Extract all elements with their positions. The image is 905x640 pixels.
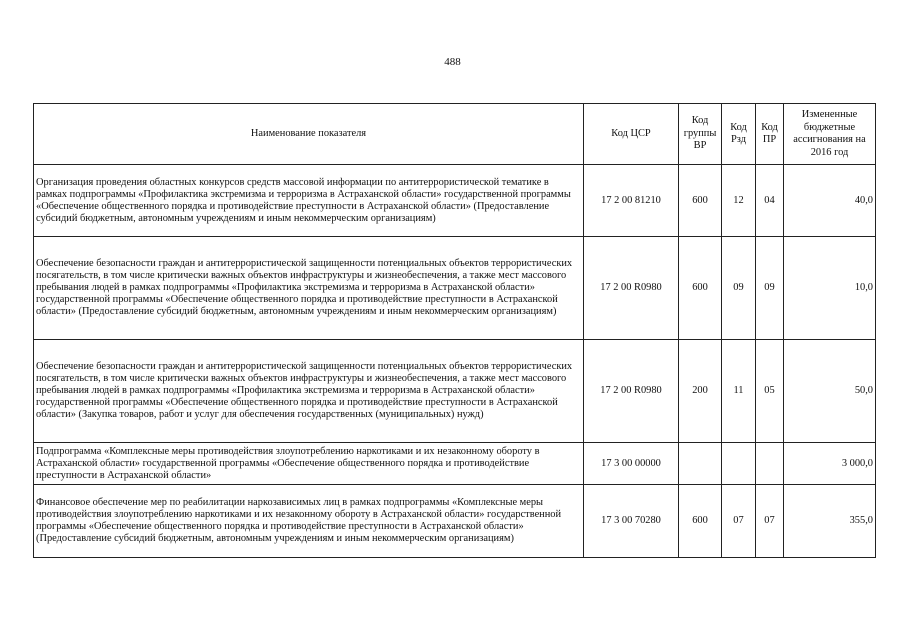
table-row [34, 237, 876, 340]
row-amount: 10,0 [784, 237, 876, 340]
table-row [34, 340, 876, 443]
row-pr: 07 [756, 485, 784, 558]
row-csr: 17 2 00 R0980 [584, 237, 679, 340]
row-name: Финансовое обеспечение мер по реабилитации наркозависимых лиц в рамках подпрограммы «Комплексные меры противодействия злоупотреблению наркотиками и их незаконному обороту в Астраханской области» государственной программы «Обеспечение общественного порядка и противодействие преступности в Астраханской области» (Предоставление субсидий бюджетным, автономным учреждениям и иным некоммерческим организациям) [34, 485, 584, 558]
row-name: Обеспечение безопасности граждан и антитеррористической защищенности потенциальных объектов террористических посягательств, в том числе критически важных объектов инфраструктуры и жизнеобеспечения, а также мест массового пребывания людей в рамках подпрограммы «Профилактика экстремизма и терроризма в Астраханской области» государственной программы «Обеспечение общественного порядка и противодействие преступности в Астраханской области» (Закупка товаров, работ и услуг для обеспечения государственных (муниципальных) нужд) [34, 340, 584, 443]
table-header-row [34, 104, 876, 165]
row-amount: 3 000,0 [784, 443, 876, 485]
row-amount: 40,0 [784, 165, 876, 237]
header-amount: Измененные бюджетные ассигнования на 2016 год [784, 104, 876, 165]
budget-table [33, 103, 876, 558]
row-rzd: 07 [722, 485, 756, 558]
row-vr: 600 [679, 165, 722, 237]
row-pr: 05 [756, 340, 784, 443]
table-row [34, 443, 876, 485]
row-name: Подпрограмма «Комплексные меры противодействия злоупотреблению наркотиками и их незаконному обороту в Астраханской области» государственной программы «Обеспечение общественного порядка и противодействие преступности в Астраханской области» [34, 443, 584, 485]
row-vr: 600 [679, 485, 722, 558]
row-vr: 600 [679, 237, 722, 340]
row-pr [756, 443, 784, 485]
row-vr: 200 [679, 340, 722, 443]
table-row [34, 485, 876, 558]
row-rzd [722, 443, 756, 485]
row-csr: 17 3 00 70280 [584, 485, 679, 558]
row-csr: 17 3 00 00000 [584, 443, 679, 485]
row-pr: 09 [756, 237, 784, 340]
table-row [34, 165, 876, 237]
header-vr: Код группы ВР [679, 104, 722, 165]
row-vr [679, 443, 722, 485]
row-pr: 04 [756, 165, 784, 237]
row-amount: 355,0 [784, 485, 876, 558]
row-rzd: 12 [722, 165, 756, 237]
page-number: 488 [444, 56, 461, 68]
row-name: Обеспечение безопасности граждан и антитеррористической защищенности потенциальных объектов террористических посягательств, в том числе критически важных объектов инфраструктуры и жизнеобеспечения, а также мест массового пребывания людей в рамках подпрограммы «Профилактика экстремизма и терроризма в Астраханской области» государственной программы «Обеспечение общественного порядка и противодействие преступности в Астраханской области» (Предоставление субсидий бюджетным, автономным учреждениям и иным некоммерческим организациям) [34, 237, 584, 340]
header-rzd: Код Рзд [722, 104, 756, 165]
row-csr: 17 2 00 R0980 [584, 340, 679, 443]
header-pr: Код ПР [756, 104, 784, 165]
header-csr: Код ЦСР [584, 104, 679, 165]
row-name: Организация проведения областных конкурсов средств массовой информации по антитеррористической тематике в рамках подпрограммы «Профилактика экстремизма и терроризма в Астраханской области» государственной программы «Обеспечение общественного порядка и противодействие преступности в Астраханской области» (Предоставление субсидий бюджетным, автономным учреждениям и иным некоммерческим организациям) [34, 165, 584, 237]
row-csr: 17 2 00 81210 [584, 165, 679, 237]
row-rzd: 09 [722, 237, 756, 340]
row-amount: 50,0 [784, 340, 876, 443]
header-name: Наименование показателя [34, 104, 584, 165]
row-rzd: 11 [722, 340, 756, 443]
